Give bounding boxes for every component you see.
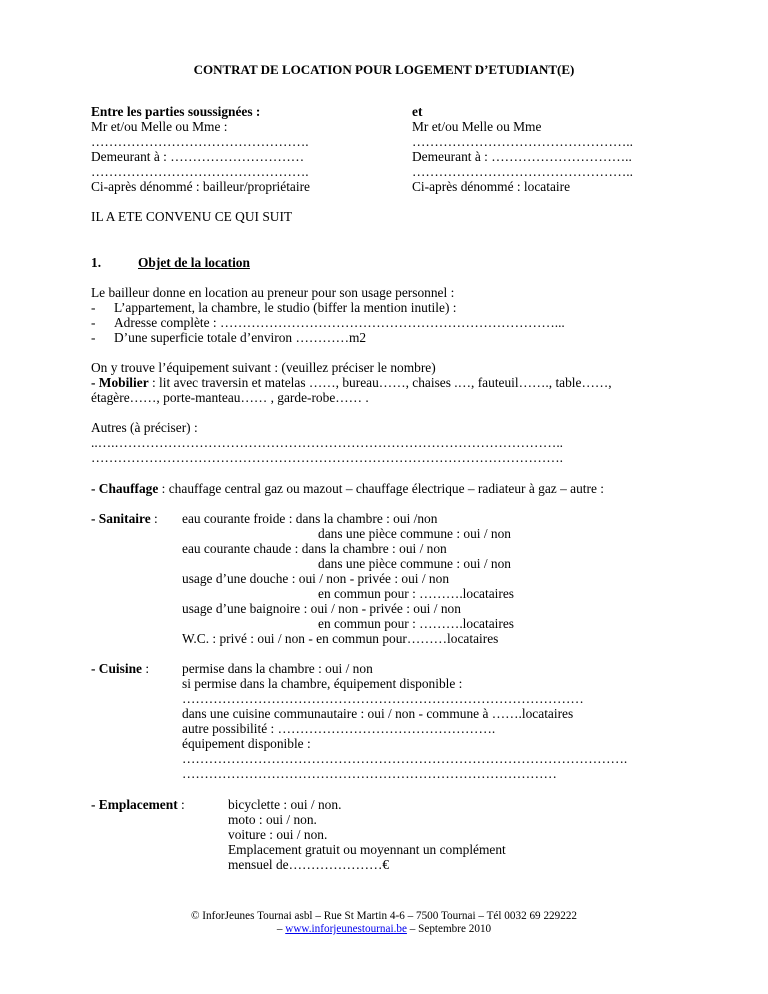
- cuisine-row: …………………………………………………………………………: [182, 766, 557, 781]
- sanitaire-row: W.C. : privé : oui / non - en commun pour………locataires: [182, 631, 499, 646]
- mobilier-label: - Mobilier: [91, 375, 149, 390]
- emplacement-row: Emplacement gratuit ou moyennant un complément: [228, 842, 506, 857]
- locataire-role: Ci-après dénommé : locataire: [412, 179, 571, 194]
- emplacement-colon: :: [177, 797, 185, 812]
- cuisine-row: autre possibilité : ………………………………………….: [182, 721, 496, 736]
- autres-blank-1: ..….………………………………………………………………………………………..: [91, 435, 564, 450]
- cuisine-heading: [91, 661, 149, 676]
- chauffage-text: : chauffage central gaz ou mazout – chauffage électrique – radiateur à gaz – autre :: [158, 481, 604, 496]
- bailleur-role: Ci-après dénommé : bailleur/propriétaire: [91, 179, 311, 194]
- mobilier-line-2: étagère……, porte-manteau…… , garde-robe…… .: [91, 390, 369, 405]
- mobilier-line: [91, 375, 612, 390]
- sanitaire-heading: [91, 511, 158, 526]
- cuisine-row: ………………………………………………………………………………: [182, 691, 584, 706]
- parties-heading-right: et: [412, 104, 423, 119]
- sanitaire-row: en commun pour : ……….locataires: [318, 586, 514, 601]
- sanitaire-label: - Sanitaire: [91, 511, 151, 526]
- footer-website-link[interactable]: www.inforjeunestournai.be: [285, 923, 407, 935]
- section-title: Objet de la location: [138, 255, 250, 270]
- cuisine-label: - Cuisine: [91, 661, 142, 676]
- list-item: Adresse complète : …………………………………………………………………...: [114, 315, 565, 330]
- locataire-address-blank: …………………………………………..: [412, 164, 633, 179]
- page-title: CONTRAT DE LOCATION POUR LOGEMENT D’ETUDIANT(E): [193, 62, 575, 77]
- bullet-dash: -: [91, 300, 96, 315]
- cuisine-row: dans une cuisine communautaire : oui / non - commune à …….locataires: [182, 706, 574, 721]
- sanitaire-row: usage d’une baignoire : oui / non - privée : oui / non: [182, 601, 461, 616]
- sanitaire-row: en commun pour : ……….locataires: [318, 616, 514, 631]
- emplacement-label: - Emplacement: [91, 797, 178, 812]
- footer-web-line: [0, 923, 768, 936]
- sanitaire-colon: :: [150, 511, 158, 526]
- emplacement-heading: [91, 797, 185, 812]
- locataire-name-label: Mr et/ou Melle ou Mme: [412, 119, 542, 134]
- mobilier-text: : lit avec traversin et matelas ……, bureau……, chaises .…, fauteuil……., table……,: [148, 375, 612, 390]
- sanitaire-row: usage d’une douche : oui / non - privée : oui / non: [182, 571, 450, 586]
- bullet-dash: -: [91, 330, 96, 345]
- bailleur-name-blank: ………………………………………….: [91, 134, 309, 149]
- section-number: 1.: [91, 255, 102, 270]
- cuisine-colon: :: [141, 661, 150, 676]
- emplacement-row: mensuel de…………………€: [228, 857, 390, 872]
- bailleur-address-blank: ………………………………………….: [91, 164, 309, 179]
- cuisine-row: équipement disponible :: [182, 736, 311, 751]
- cuisine-row: si permise dans la chambre, équipement disponible :: [182, 676, 463, 691]
- section-intro: Le bailleur donne en location au preneur pour son usage personnel :: [91, 285, 455, 300]
- convenu-heading: IL A ETE CONVENU CE QUI SUIT: [91, 209, 293, 224]
- list-item: D’une superficie totale d’environ …………m2: [114, 330, 367, 345]
- autres-label: Autres (à préciser) :: [91, 420, 198, 435]
- footer-address: © InforJeunes Tournai asbl – Rue St Martin 4-6 – 7500 Tournai – Tél 0032 69 229222: [190, 910, 578, 922]
- emplacement-row: bicyclette : oui / non.: [228, 797, 342, 812]
- cuisine-row: permise dans la chambre : oui / non: [182, 661, 373, 676]
- sanitaire-row: eau courante chaude : dans la chambre : oui / non: [182, 541, 447, 556]
- cuisine-row: ……………………………………………………………………………………….: [182, 751, 628, 766]
- list-item: L’appartement, la chambre, le studio (biffer la mention inutile) :: [114, 300, 457, 315]
- locataire-name-blank: …………………………………………..: [412, 134, 633, 149]
- chauffage-label: - Chauffage: [91, 481, 159, 496]
- parties-heading-left: Entre les parties soussignées :: [91, 104, 261, 119]
- sanitaire-row: dans une pièce commune : oui / non: [318, 556, 512, 571]
- emplacement-row: voiture : oui / non.: [228, 827, 328, 842]
- sanitaire-row: eau courante froide : dans la chambre : oui /non: [182, 511, 438, 526]
- chauffage-line: [91, 481, 604, 496]
- autres-blank-2: …………………………………………………………………………………………….: [91, 450, 564, 465]
- footer-pre: –: [276, 923, 286, 935]
- bullet-dash: -: [91, 315, 96, 330]
- bailleur-address-label: Demeurant à : …………………………: [91, 149, 305, 164]
- bailleur-name-label: Mr et/ou Melle ou Mme :: [91, 119, 228, 134]
- footer-post: – Septembre 2010: [406, 923, 492, 935]
- equipment-intro: On y trouve l’équipement suivant : (veuillez préciser le nombre): [91, 360, 436, 375]
- sanitaire-row: dans une pièce commune : oui / non: [318, 526, 512, 541]
- locataire-address-label: Demeurant à : …………………………..: [412, 149, 632, 164]
- emplacement-row: moto : oui / non.: [228, 812, 317, 827]
